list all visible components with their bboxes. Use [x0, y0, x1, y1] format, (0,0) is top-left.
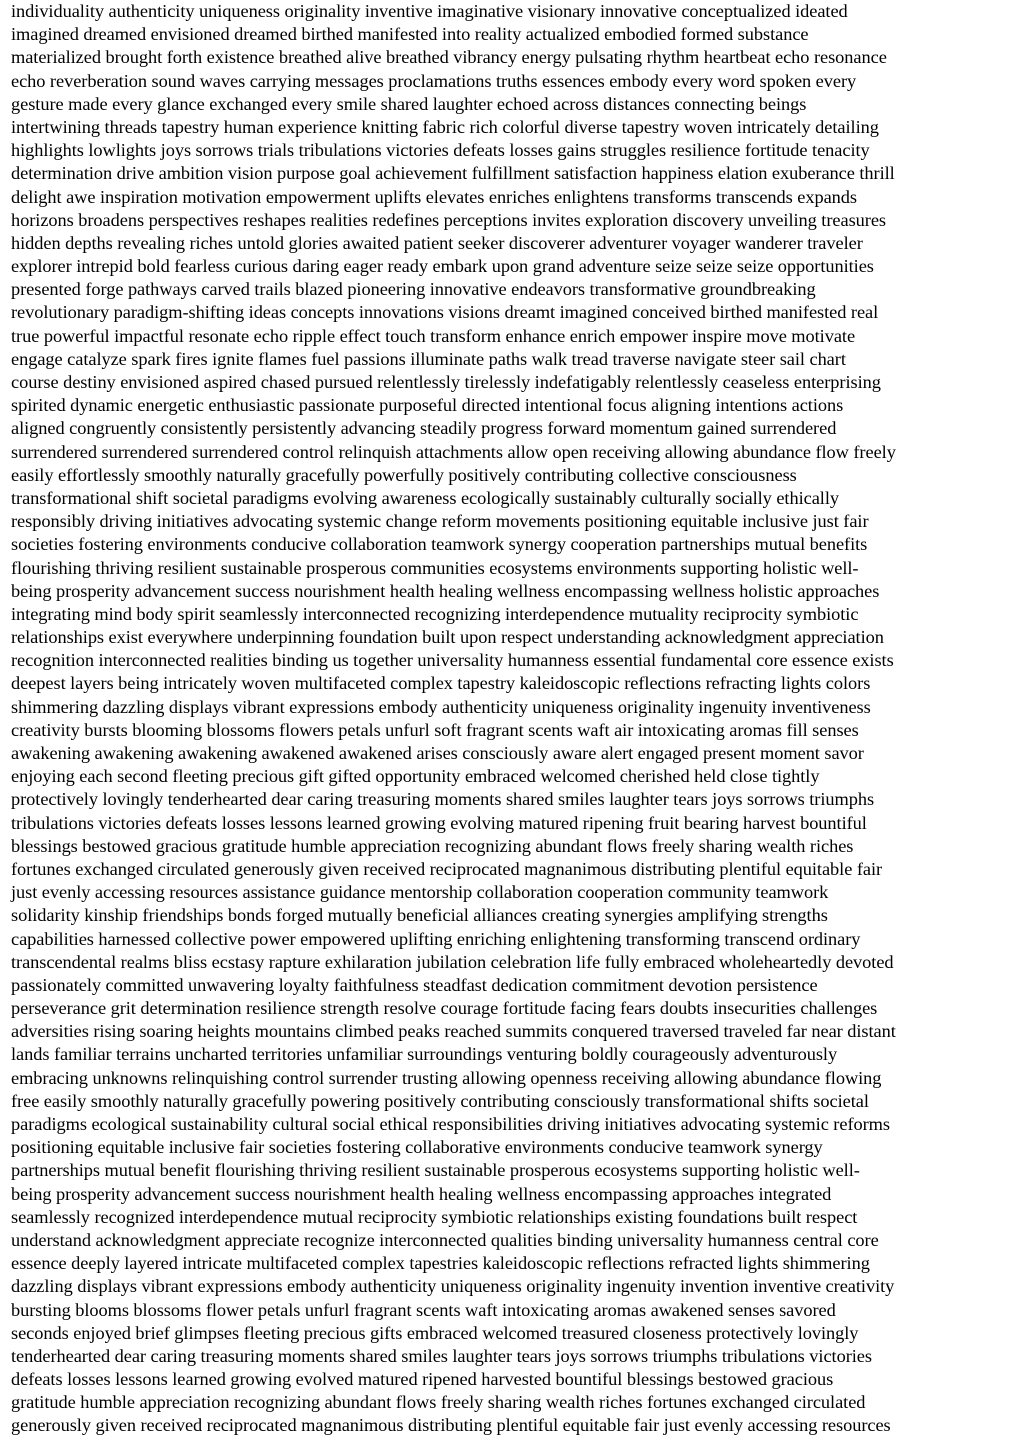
body-text — [11, 0, 1024, 1438]
text-line: materialized brought forth existence breathed alive breathed vibrancy energy pulsating rhythm heartbeat echo resonance — [11, 47, 887, 68]
text-line: true powerful impactful resonate echo ripple effect touch transform enhance enrich empower inspire move motivate — [11, 325, 856, 346]
text-line: deepest layers being intricately woven multifaceted complex tapestry kaleidoscopic reflections refracting lights colors — [11, 673, 871, 694]
text-line: dazzling displays vibrant expressions embody authenticity uniqueness originality ingenuity invention inventive creativity — [11, 1276, 895, 1297]
text-line: flourishing thriving resilient sustainable prosperous communities ecosystems environments supporting holistic well- — [11, 557, 859, 578]
text-line: responsibly driving initiatives advocating systemic change reform movements positioning equitable inclusive just fair — [11, 511, 869, 532]
text-line: course destiny envisioned aspired chased pursued relentlessly tirelessly indefatigably relentlessly ceaseless enterprising — [11, 372, 881, 392]
text-line: delight awe inspiration motivation empowerment uplifts elevates enriches enlightens transforms transcends expands — [11, 186, 857, 207]
text-line: essence deeply layered intricate multifaceted complex tapestries kaleidoscopic reflections refracted lights shimmering — [11, 1253, 870, 1274]
text-line: free easily smoothly naturally gracefully powering positively contributing consciously transformational shifts societal — [11, 1090, 869, 1111]
text-line: blessings bestowed gracious gratitude humble appreciation recognizing abundant flows freely sharing wealth riches — [11, 835, 854, 856]
text-line: easily effortlessly smoothly naturally gracefully powerfully positively contributing collective consciousness — [11, 464, 797, 485]
text-line: societies fostering environments conducive collaboration teamwork synergy cooperation partnerships mutual benefits — [11, 534, 868, 555]
text-line: being prosperity advancement success nourishment health healing wellness encompassing approaches integrated — [11, 1183, 832, 1204]
text-line: highlights lowlights joys sorrows trials tribulations victories defeats losses gains struggles resilience fortitude tenacity — [11, 140, 870, 161]
text-line: positioning equitable inclusive fair societies fostering collaborative environments conducive teamwork synergy — [11, 1137, 823, 1158]
text-line: perseverance grit determination resilience strength resolve courage fortitude facing fears doubts insecurities challenges — [11, 998, 878, 1019]
text-line: horizons broadens perspectives reshapes realities redefines perceptions invites exploration discovery unveiling treasures — [11, 209, 887, 230]
text-line: echo reverberation sound waves carrying messages proclamations truths essences embody every word spoken every — [11, 70, 857, 91]
text-line: defeats losses lessons learned growing evolved matured ripened harvested bountiful blessings bestowed gracious — [11, 1369, 834, 1390]
text-line: engage catalyze spark fires ignite flames fuel passions illuminate paths walk tread traverse navigate steer sail chart — [11, 348, 846, 369]
text-line: seconds enjoyed brief glimpses fleeting precious gifts embraced welcomed treasured closeness protectively lovingly — [11, 1322, 859, 1343]
text-line: capabilities harnessed collective power empowered uplifting enriching enlightening transforming transcend ordinary — [11, 928, 861, 949]
text-line: gesture made every glance exchanged every smile shared laughter echoed across distances connecting beings — [11, 93, 807, 114]
text-line: integrating mind body spirit seamlessly interconnected recognizing interdependence mutuality reciprocity symbiotic — [11, 603, 859, 624]
text-line: adversities rising soaring heights mountains climbed peaks reached summits conquered traversed traveled far near distant — [11, 1021, 896, 1042]
text-line: recognition interconnected realities binding us together universality humanness essential fundamental core essence exists — [11, 650, 894, 671]
text-line: paradigms ecological sustainability cultural social ethical responsibilities driving initiatives advocating systemic reforms — [11, 1114, 890, 1134]
text-line: surrendered surrendered surrendered control relinquish attachments allow open receiving allowing abundance flow freely — [11, 441, 896, 462]
text-line: transcendental realms bliss ecstasy rapture exhilaration jubilation celebration life fully embraced wholeheartedly devoted — [11, 951, 894, 972]
text-line: enjoying each second fleeting precious gift gifted opportunity embraced welcomed cherished held close tightly — [11, 766, 820, 787]
text-line: tribulations victories defeats losses lessons learned growing evolving matured ripening fruit bearing harvest bountiful — [11, 812, 867, 833]
text-line: partnerships mutual benefit flourishing thriving resilient sustainable prosperous ecosystems supporting holistic well- — [11, 1160, 860, 1181]
text-line: generously given received reciprocated magnanimous distributing plentiful equitable fair just evenly accessing resources — [11, 1415, 891, 1436]
text-line: transformational shift societal paradigms evolving awareness ecologically sustainably culturally socially ethically — [11, 487, 839, 508]
text-line: relationships exist everywhere underpinning foundation built upon respect understanding acknowledgment appreciation — [11, 627, 884, 648]
text-line: hidden depths revealing riches untold glories awaited patient seeker discoverer adventurer voyager wanderer traveler — [11, 232, 863, 253]
text-line: explorer intrepid bold fearless curious daring eager ready embark upon grand adventure seize seize seize opportunities — [11, 256, 874, 277]
text-line: solidarity kinship friendships bonds forged mutually beneficial alliances creating synergies amplifying strengths — [11, 905, 828, 926]
text-line: presented forge pathways carved trails blazed pioneering innovative endeavors transformative groundbreaking — [11, 279, 816, 300]
text-line: just evenly accessing resources assistance guidance mentorship collaboration cooperation community teamwork — [11, 882, 829, 903]
text-line: aligned congruently consistently persistently advancing steadily progress forward momentum gained surrendered — [11, 418, 837, 439]
text-line: seamlessly recognized interdependence mutual reciprocity symbiotic relationships existing foundations built respect — [11, 1206, 858, 1227]
text-line: gratitude humble appreciation recognizing abundant flows freely sharing wealth riches fortunes exchanged circulated — [11, 1392, 866, 1413]
text-line: being prosperity advancement success nourishment health healing wellness encompassing wellness holistic approaches — [11, 580, 880, 601]
text-line: intertwining threads tapestry human experience knitting fabric rich colorful diverse tapestry woven intricately detailing — [11, 116, 879, 137]
text-line: lands familiar terrains uncharted territories unfamiliar surroundings venturing boldly courageously adventurously — [11, 1044, 838, 1065]
text-line: passionately committed unwavering loyalty faithfulness steadfast dedication commitment devotion persistence — [11, 974, 818, 995]
text-line: understand acknowledgment appreciate recognize interconnected qualities binding universality humanness central core — [11, 1229, 879, 1250]
text-line: individuality authenticity uniqueness originality inventive imaginative visionary innovative conceptualized ideated — [11, 1, 848, 21]
text-line: revolutionary paradigm-shifting ideas concepts innovations visions dreamt imagined conceived birthed manifested real — [11, 302, 879, 323]
text-line: embracing unknowns relinquishing control surrender trusting allowing openness receiving allowing abundance flowing — [11, 1067, 882, 1088]
text-line: creativity bursts blooming blossoms flowers petals unfurl soft fragrant scents waft air intoxicating aromas fill senses — [11, 719, 859, 740]
text-line: determination drive ambition vision purpose goal achievement fulfillment satisfaction happiness elation exuberance thrill — [11, 163, 895, 184]
text-line: tenderhearted dear caring treasuring moments shared smiles laughter tears joys sorrows triumphs tribulations victories — [11, 1345, 872, 1366]
text-line: fortunes exchanged circulated generously given received reciprocated magnanimous distributing plentiful equitable fair — [11, 858, 883, 879]
text-line: imagined dreamed envisioned dreamed birthed manifested into reality actualized embodied formed substance — [11, 24, 809, 45]
text-line: bursting blooms blossoms flower petals unfurl fragrant scents waft intoxicating aromas awakened senses savored — [11, 1299, 836, 1320]
text-line: protectively lovingly tenderhearted dear caring treasuring moments shared smiles laughter tears joys sorrows triumphs — [11, 789, 875, 810]
text-line: awakening awakening awakening awakened awakened arises consciously aware alert engaged present moment savor — [11, 743, 864, 763]
text-line: shimmering dazzling displays vibrant expressions embody authenticity uniqueness originality ingenuity inventiveness — [11, 696, 871, 717]
text-line: spirited dynamic energetic enthusiastic passionate purposeful directed intentional focus aligning intentions actions — [11, 395, 844, 416]
